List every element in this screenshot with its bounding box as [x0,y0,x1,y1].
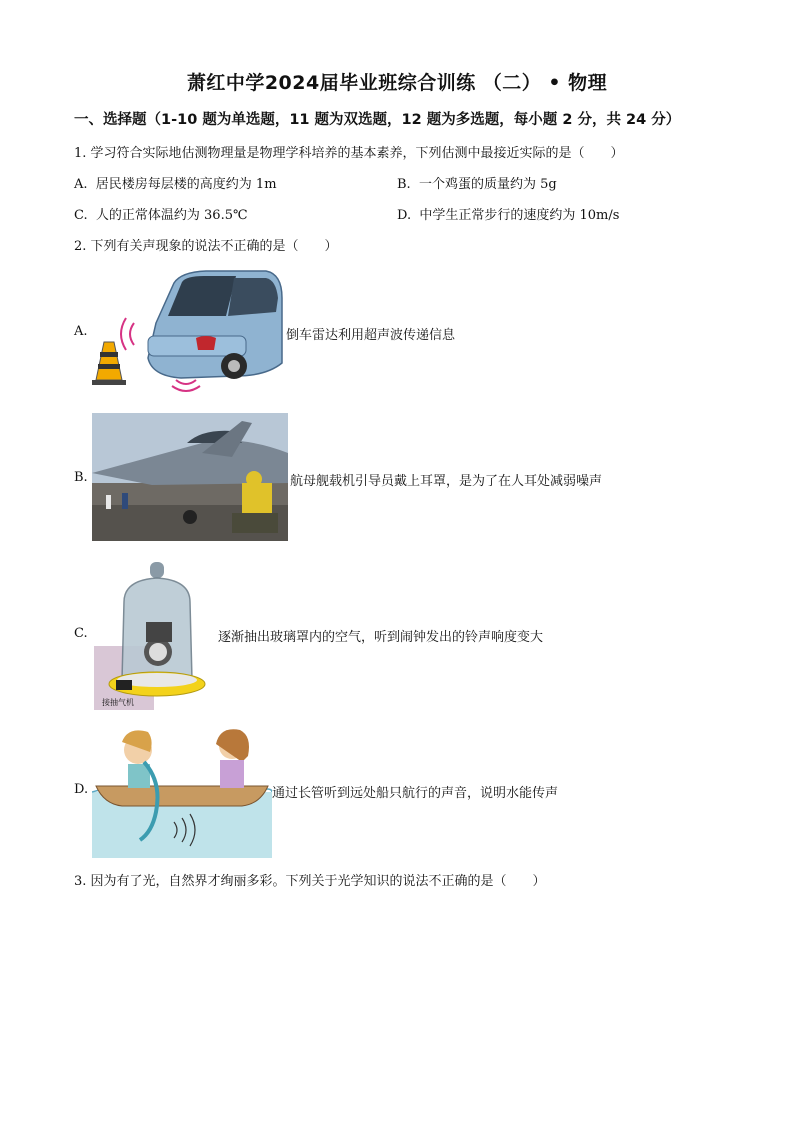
question-2-stem: 2. 下列有关声现象的说法不正确的是（ ） [74,239,338,254]
bell-jar-alarm-clock-illustration [94,562,216,710]
bell-jar-image-label: 接抽气机 [102,698,134,707]
option-text: 中学生正常步行的速度约为 10m/s [419,208,620,223]
q1-option-a[interactable] [74,173,277,192]
option-label: C. [74,208,88,223]
q2-option-a-text: 倒车雷达利用超声波传递信息 [286,328,456,343]
option-text: 居民楼房每层楼的高度约为 1m [95,177,277,192]
option-text: 人的正常体温约为 36.5℃ [95,208,248,223]
q2-option-d-text: 通过长管听到远处船只航行的声音，说明水能传声 [272,786,559,801]
section-heading: 一、选择题（1-10 题为单选题，11 题为双选题，12 题为多选题，每小题 2 分，共 24 分） [74,112,681,128]
q1-option-b[interactable] [397,173,557,192]
car-reversing-radar-illustration [86,268,284,400]
q2-option-c-text: 逐渐抽出玻璃罩内的空气，听到闹钟发出的铃声响度变大 [218,630,544,645]
q1-option-c[interactable] [74,204,248,223]
option-text: 一个鸡蛋的质量约为 5g [418,177,557,192]
q2-option-b-text: 航母舰载机引导员戴上耳罩，是为了在人耳处减弱噪声 [290,474,603,489]
q2-option-b-label: B. [74,470,88,485]
q2-option-a-label: A. [74,324,88,339]
question-3-stem: 3. 因为有了光，自然界才绚丽多彩。下列关于光学知识的说法不正确的是（ ） [74,874,546,889]
option-label: B. [397,177,411,192]
option-label: D. [397,208,412,223]
option-label: A. [74,177,88,192]
q1-option-d[interactable] [397,204,619,223]
q2-option-d-label: D. [74,782,89,797]
q2-option-c-label: C. [74,626,88,641]
carrier-jet-photo [92,413,288,541]
page-title: 萧红中学2024届毕业班综合训练 （二） • 物理 [186,72,608,94]
boat-tube-listening-illustration [92,722,272,858]
question-1-stem: 1. 学习符合实际地估测物理量是物理学科培养的基本素养，下列估测中最接近实际的是（ ） [74,146,624,161]
